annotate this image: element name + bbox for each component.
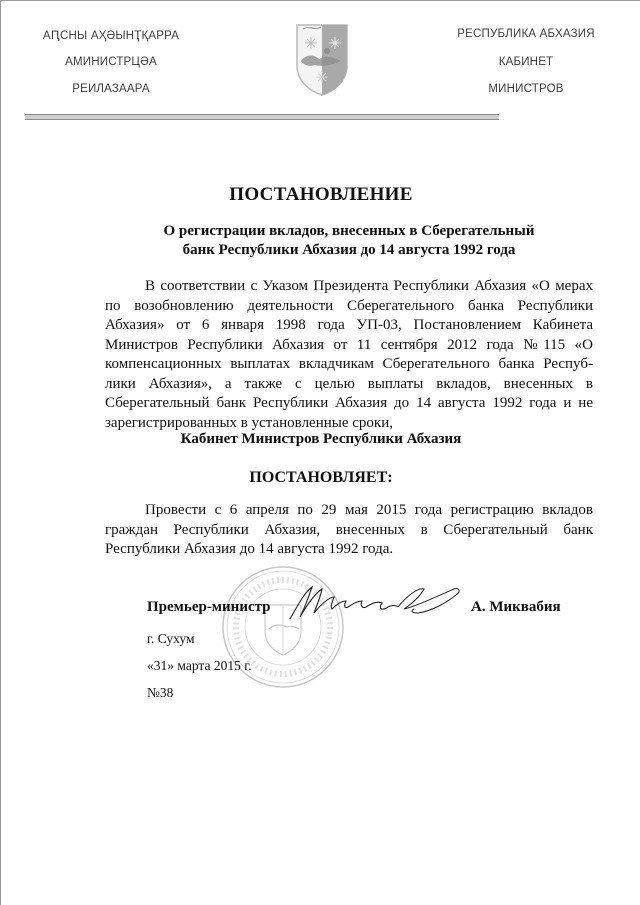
letterhead-right-line3: МИНИСТРОВ — [488, 83, 564, 95]
letterhead-right-line1: РЕСПУБЛИКА АБХАЗИЯ — [457, 28, 595, 40]
document-date: «31» марта 2015 г. — [147, 658, 252, 673]
handwritten-signature-icon — [286, 579, 466, 625]
issuer-heading: Кабинет Министров Республики Абхазия — [180, 431, 462, 447]
letterhead-right-line2: КАБИНЕТ — [498, 56, 554, 68]
coat-of-arms-icon — [293, 21, 351, 97]
signatory-name: А. Миквабия — [471, 599, 561, 615]
resolves-heading: ПОСТАНОВЛЯЕТ: — [249, 469, 393, 486]
subtitle-line1: О регистрации вкладов, внесенных в Сберегательный — [163, 223, 535, 239]
letterhead-left-line1: АԤСНЫ АҲӘЫНҬҚАРРА — [42, 30, 180, 42]
preamble-paragraph: В соответствии с Указом Президента Республики Абхазия «О мерах по возобновлению деятельности Сберегательного банка Республики Абхазия» от 6 января 1998 года УП-03, Постановлением Кабинета Министров Республики Абхазия от 11 сентября 2012 года №115 «О компенсационных выплатах вкладчикам Сберегательного банка Республики Абхазия», а также с целью выплаты вкладов, внесенных в Сберегательный банк Республики Абхазия до 14 августа 1992 года и не зарегистрированных в установленные сроки, — [105, 278, 593, 431]
resolution-paragraph: Провести с 6 апреля по 29 мая 2015 года регистрацию вкладов граждан Республики Абхазия, внесенных в Сберегательный банк Республики Абхазия до 14 августа 1992 года. — [105, 502, 593, 557]
letterhead-left-line3: РЕИЛАЗААРА — [72, 83, 150, 95]
letterhead-left-line2: АМИНИСТРЦӘА — [65, 56, 157, 68]
document-subtitle — [105, 222, 593, 260]
document-city: г. Сухум — [147, 631, 195, 646]
subtitle-line2: банк Республики Абхазия до 14 августа 1992 года — [182, 242, 516, 258]
document-number: №38 — [147, 685, 174, 700]
letterhead-divider — [25, 114, 499, 120]
document-title: ПОСТАНОВЛЕНИЕ — [229, 184, 413, 205]
signatory-position: Премьер-министр — [147, 599, 271, 615]
